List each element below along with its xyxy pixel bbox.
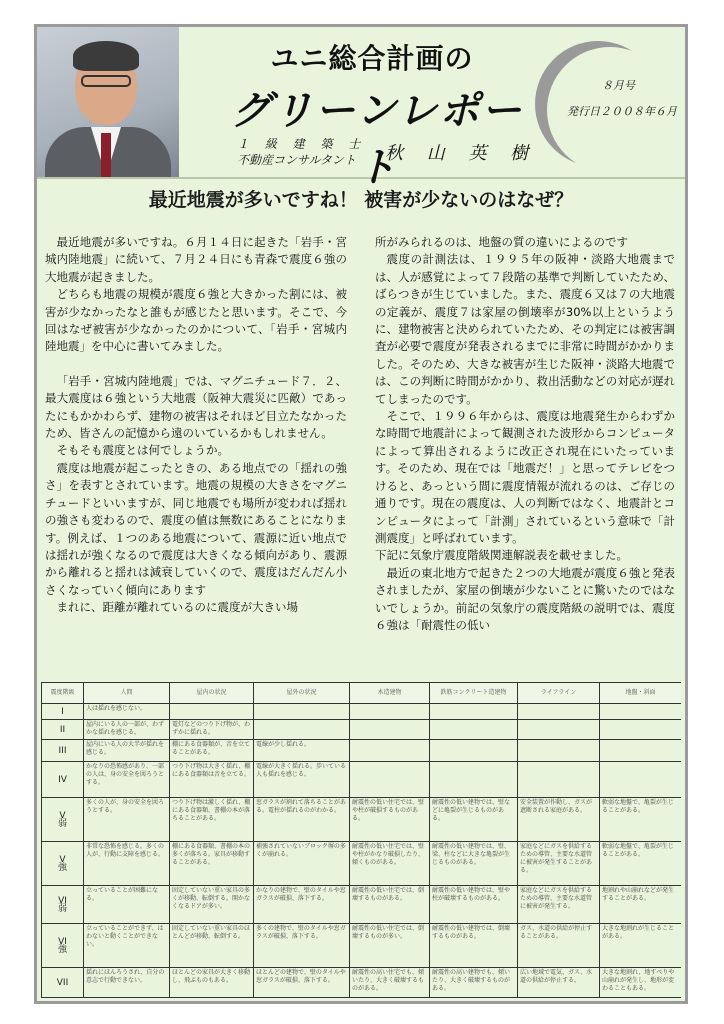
table-cell: 多くの人が、身の安全を図ろうとする。 [84,798,170,842]
seismic-intensity-table [41,682,681,1000]
table-header-cell: 屋内の状況 [170,683,254,704]
paragraph: 「岩手・宮城内陸地震」では、マグニチュード７．２、最大震度は６強という大地震（阪神大震災に匹敵）であったにもかかわらず、建物の被害はそれほど目立たなかったため、皆さんの記憶から遠のいているかもしれません。 [45,373,347,441]
intensity-level [42,704,84,720]
intensity-level [42,968,84,998]
table-cell: 棚にある食器類が、音を立てることがある。 [170,740,254,762]
table-cell [170,704,254,720]
table-cell [350,762,430,798]
table-cell [254,720,350,740]
table-cell: 大きな地割れ、地すべりや山崩れが発生し、地形が変わることもある。 [600,968,682,998]
article-left-column [45,234,347,617]
table-cell: つり下げ物は大きく揺れ、棚にある食器類は音を立てる。 [170,762,254,798]
table-cell [350,704,430,720]
paragraph: 震度は地震が起こったときの、ある地点での「揺れの強さ」を表すとされています。地震の規模の大きさをマグニチュードといいますが、同じ地震でも場所が変われば揺れの強さも変わるので、震度の値は無数にあることになります。例えば、１つのある地震について、震源に近い地点では揺れが強くなるので震度は大きくなる傾向があり、震源から離れると揺れは減衰していくので、震度はだんだん小さくなっていく傾向にあります [45,460,347,597]
table-cell: 耐震性の低い住宅では、倒壊するものが多い。 [350,924,430,968]
paragraph: 所がみられるのは、地盤の質の違いによるのです [375,235,628,249]
table-cell: 電線が大きく揺れる。歩いている人も揺れを感じる。 [254,762,350,798]
table-cell: 耐震性の高い住宅でも、傾いたり、大きく破壊するものがある。 [350,968,430,998]
table-row [42,762,682,798]
issue-label: ８月号 [602,79,635,92]
intensity-level-text: 弱 [57,903,67,914]
table-cell [430,762,518,798]
table-row [42,886,682,924]
paragraph: 最近地震が多いですね。６月１４日に起きた「岩手・宮城内陸地震」に続いて、７月２４日にも青森で震度６強の大地震が起きました。 [45,235,347,284]
table-row [42,842,682,886]
table-cell [430,720,518,740]
table-cell: 揺れにほんろうされ、自分の意志で行動できない。 [84,968,170,998]
table-cell: 耐震性の低い建物では、倒壊するものがある。 [430,924,518,968]
table-row [42,798,682,842]
table-body [42,704,682,998]
intensity-level-text: III [58,745,67,756]
intensity-level [42,762,84,798]
table-row [42,740,682,762]
intensity-level [42,924,84,968]
title-main: グリーンレポート [230,88,524,191]
article-right-column [375,234,675,634]
table-header-cell: 鉄筋コンクリート造建物 [430,683,518,704]
table-cell [254,704,350,720]
intensity-level-text: II [59,724,66,735]
table-header-cell: 木造建物 [350,683,430,704]
intensity-level-text: VI [58,895,67,906]
table-cell: 非常な恐怖を感じる。多くの人が、行動に支障を感じる。 [84,842,170,886]
table-cell: 屋内にいる人の大半が揺れを感じる。 [84,740,170,762]
table-cell: 安全装置が作動し、ガスが遮断される家庭がある。 [518,798,600,842]
intensity-level-text: 強 [57,862,67,873]
table-cell [600,762,682,798]
table-cell: 広い地域で電気、ガス、水道の供給が停止する。 [518,968,600,998]
table-header-cell: 地盤・斜面 [600,683,682,704]
table-cell [600,720,682,740]
table-cell: 固定していない重い家具の多くが移動、転倒する。開かなくなるドアが多い。 [170,886,254,924]
table-cell [430,740,518,762]
table-cell: 地割れや山崩れなどが発生することがある。 [600,886,682,924]
paragraph: 震度の計測法は、１９９５年の阪神・淡路大地震までは、人が感覚によって７段階の基準で判断していたため、ばらつきが生じていました。また、震度６又は７の大地震の定義が、震度７は家屋の倒壊率が30%以上というように、建物被害と決められていたため、その判定には被害調査が必要で震度が発表されるまでに非常に時間がかかりました。そのため、大きな被害が生じた阪神・淡路大地震では、この判断に時間がかかり、救出活動などの対応が遅れてしまったのです。 [375,252,675,406]
table-cell [518,704,600,720]
table-cell: 大きな地割れが生じることがある。 [600,924,682,968]
table-cell [518,720,600,740]
intensity-table [41,682,681,998]
table-cell: 軟弱な地盤で、亀裂が生じることがある。 [600,842,682,886]
intensity-level-text: V [59,810,66,821]
author-name: 秋 山 英 樹 [385,143,538,164]
intensity-level-text: I [61,706,64,717]
table-cell [430,704,518,720]
table-cell: 家庭などにガスを供給するための導管、主要な水道管に被害が発生することがある。 [518,842,600,886]
intensity-level-text: 弱 [57,818,67,829]
table-cell [600,740,682,762]
table-cell: 耐震性の高い建物でも、傾いたり、大きく破壊するものがある。 [430,968,518,998]
table-cell: 電灯などのつり下げ物が、わずかに揺れる。 [170,720,254,740]
intensity-level [42,842,84,886]
table-cell: つり下げ物は激しく揺れ、棚にある食器類、書棚の本が落ちることがある。 [170,798,254,842]
intensity-level [42,740,84,762]
table-cell [518,762,600,798]
table-cell: 耐震性の低い住宅では、壁や柱が破損するものがある。 [350,798,430,842]
intensity-level-text: VI [58,936,67,947]
table-cell: 家庭などにガスを供給するための導管、主要な水道管に被害が発生する。 [518,886,600,924]
paragraph: そもそも震度とは何でしょうか。 [56,443,229,458]
table-row [42,968,682,998]
table-cell [600,704,682,720]
table-cell: 窓ガラスが割れて落ちることがある。電柱が揺れるのがわかる。 [254,798,350,842]
table-cell: 棚にある食器類、書棚の本の多くが落ちる。家具が移動することがある。 [170,842,254,886]
author-photo [37,27,179,177]
credential-consultant: 不動産コンサルタント [237,153,356,167]
report-page [34,24,688,1004]
table-cell: 立っていることが困難になる。 [84,886,170,924]
intensity-level [42,886,84,924]
table-row [42,720,682,740]
table-cell: 軟弱な地盤で、亀裂が生じることがある。 [600,798,682,842]
table-header-cell: 屋外の状況 [254,683,350,704]
table-cell: かなりの恐怖感があり、一部の人は、身の安全を図ろうとする。 [84,762,170,798]
paragraph: 下記に気象庁震度階級関連解説表を載せました。 [375,548,628,563]
table-cell: 屋内にいる人の一部が、わずかな揺れを感じる。 [84,720,170,740]
title-top: ユニ総合計画の [270,42,474,75]
table-row [42,704,682,720]
table-cell: 電線が少し揺れる。 [254,740,350,762]
table-cell: 耐震性の低い住宅では、倒壊するものがある。 [350,886,430,924]
intensity-level-text: 強 [57,944,67,955]
table-cell: 固定していない重い家具のほとんどが移動、転倒する。 [170,924,254,968]
table-cell [350,740,430,762]
table-header-cell: 震度階級 [42,683,84,704]
table-cell: 補強されていないブロック塀の多くが崩れる。 [254,842,350,886]
report-header [37,27,685,191]
table-cell [518,740,600,762]
table-cell: 耐震性の低い建物では、壁や柱が破壊するものがある。 [430,886,518,924]
intensity-level-text: V [59,854,66,865]
intensity-level-text: IV [58,774,67,785]
table-header-cell: 人間 [84,683,170,704]
paragraph: 最近の東北地方で起きた２つの大地震が震度６強と発表されましたが、家屋の倒壊が少ないことに驚いたのではないでしょうか。前記の気象庁の震度階級の説明では、震度６強は「耐震性の低い [375,565,675,632]
table-cell: ガス、水道の供給が停止することがある。 [518,924,600,968]
table-row [42,924,682,968]
paragraph: どちらも地震の規模が震度６強と大きかった割には、被害が少なかったなと誰もが感じたと思います。そこで、今回はなぜ被害が少なかったのかについて、「岩手・宮城内陸地震」を中心に書いてみました。 [45,287,347,354]
table-cell: ほとんどの家具が大きく移動し、飛ぶものもある。 [170,968,254,998]
table-cell: ほとんどの建物で、壁のタイルや窓ガラスが破損、落下する。 [254,968,350,998]
table-cell: 耐震性の低い建物では、壁、梁、柱などに大きな亀裂が生じるものがある。 [430,842,518,886]
table-cell: 耐震性の低い住宅では、壁や柱がかなり破損したり、傾くものがある。 [350,842,430,886]
intensity-level [42,720,84,740]
table-header-row [42,683,682,704]
paragraph: まれに、距離が離れているのに震度が大きい場 [56,600,298,615]
paragraph: そこで、１９９６年からは、震度は地震発生からわずかな時間で地震計によって観測された波形からコンピュータによって算出されるように改正され現在にいたっています。そのため、現在では「地震だ！」と思ってテレビをつけると、あっという間に震度情報が流れるのは、ご存じの通りです。現在の震度は、人の判断ではなく、地震計とコンピュータによって「計測」されているという意味で「計測震度」と呼ばれています。 [375,409,675,545]
table-cell [350,720,430,740]
table-cell: 人は揺れを感じない。 [84,704,170,720]
table-cell: かなりの建物で、壁のタイルや窓ガラスが破損、落下する。 [254,886,350,924]
table-cell: 立っていることができず、はわないと動くことができない。 [84,924,170,968]
table-cell: 多くの建物で、壁のタイルや窓ガラスが破損、落下する。 [254,924,350,968]
article-headline: 最近地震が多いですね！ 被害が少ないのはなぜ？ [148,189,574,211]
table-header-cell: ライフライン [518,683,600,704]
credential-architect: １ 級 建 築 士 [237,137,367,151]
intensity-level-text: VII [56,977,69,988]
issue-date: 発行日２００８年６月 [567,105,677,118]
table-cell: 耐震性の低い建物では、壁などに亀裂が生じるものがある。 [430,798,518,842]
intensity-level [42,798,84,842]
